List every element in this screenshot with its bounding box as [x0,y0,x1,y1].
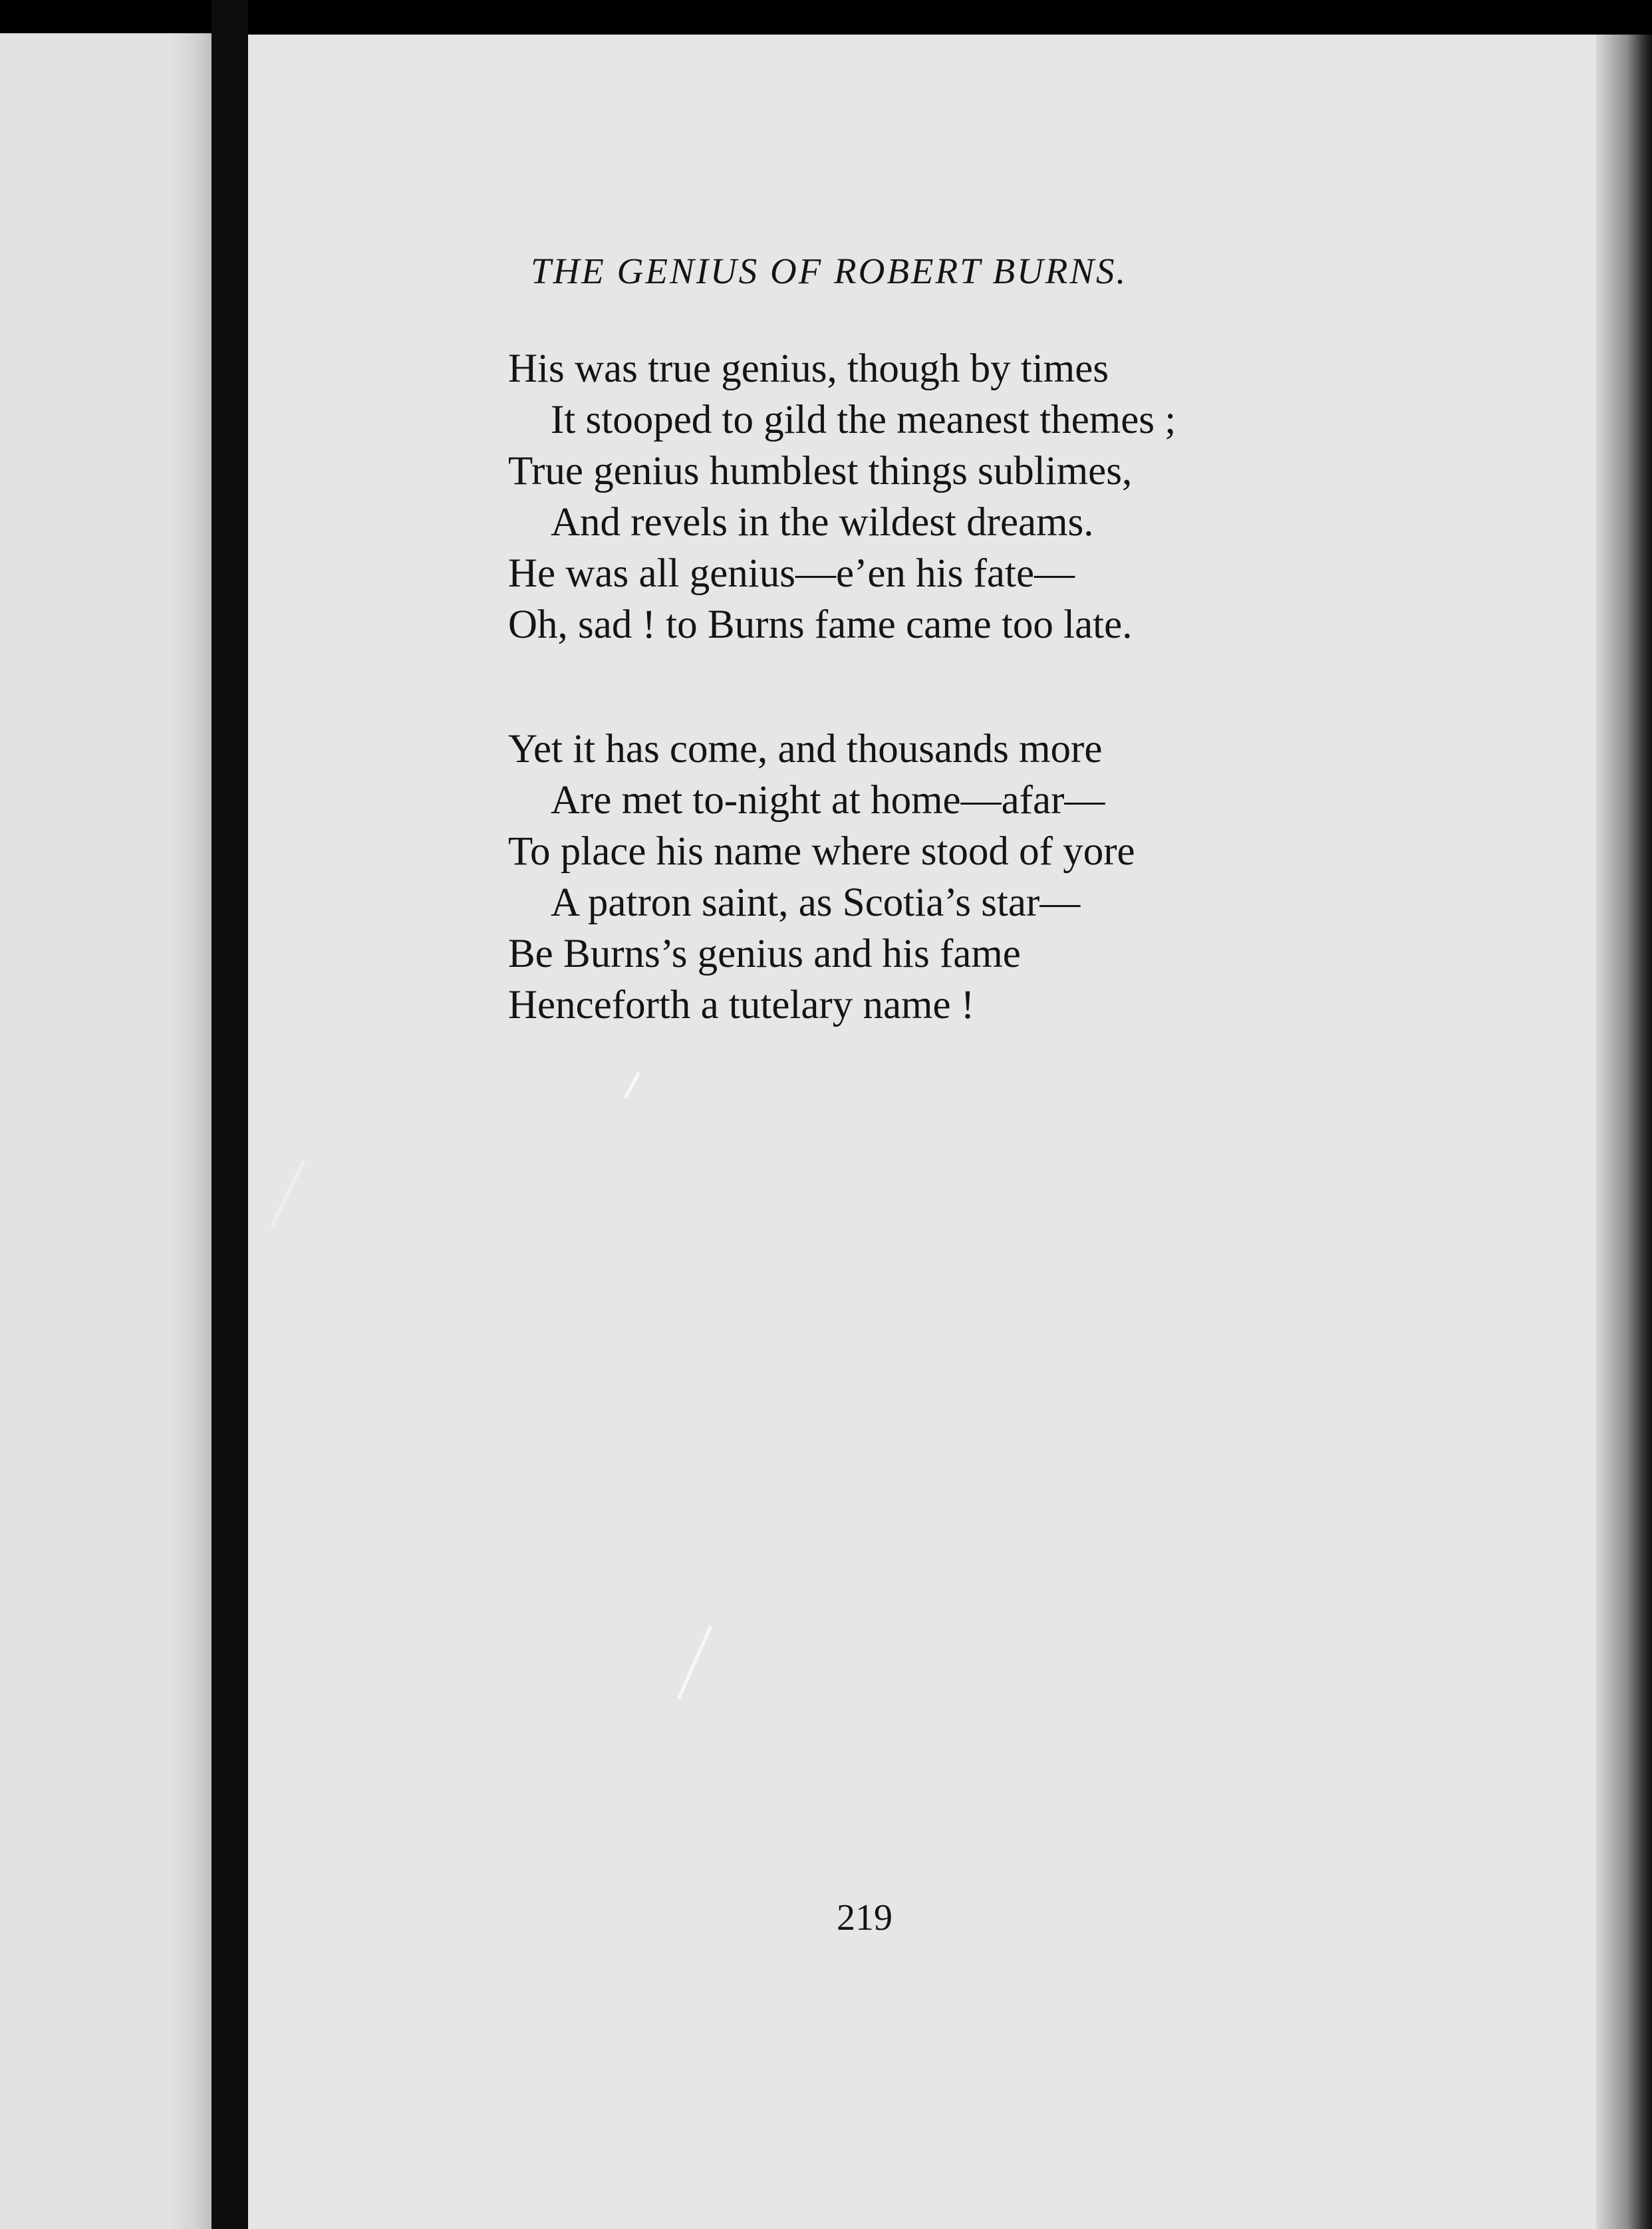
verse-line: His was true genius, though by times [508,346,1109,391]
page-number: 219 [837,1897,893,1938]
verse-line: To place his name where stood of yore [508,829,1135,874]
verse-line: And revels in the wildest dreams. [551,500,1094,545]
verse-line: Be Burns’s genius and his fame [508,932,1021,976]
running-head-title: THE GENIUS OF ROBERT BURNS. [531,251,1128,291]
book-spine [211,0,248,2229]
verse-line: Oh, sad ! to Burns fame came too late. [508,602,1133,647]
verse-line: A patron saint, as Scotia’s star— [551,880,1081,925]
right-page-edge-shadow [1596,35,1652,2229]
verse-line: True genius humblest things sublimes, [508,449,1133,493]
verse-line: It stooped to gild the meanest themes ; [551,398,1176,442]
left-page-gutter [166,33,213,2229]
verse-line: Henceforth a tutelary name ! [508,983,975,1027]
verse-line: He was all genius—e’en his fate— [508,551,1075,596]
poem-stanza [508,723,1306,1031]
poem-stanza [508,343,1306,650]
verse-line: Are met to-night at home—afar— [551,778,1105,823]
verse-line: Yet it has come, and thousands more [508,727,1103,771]
